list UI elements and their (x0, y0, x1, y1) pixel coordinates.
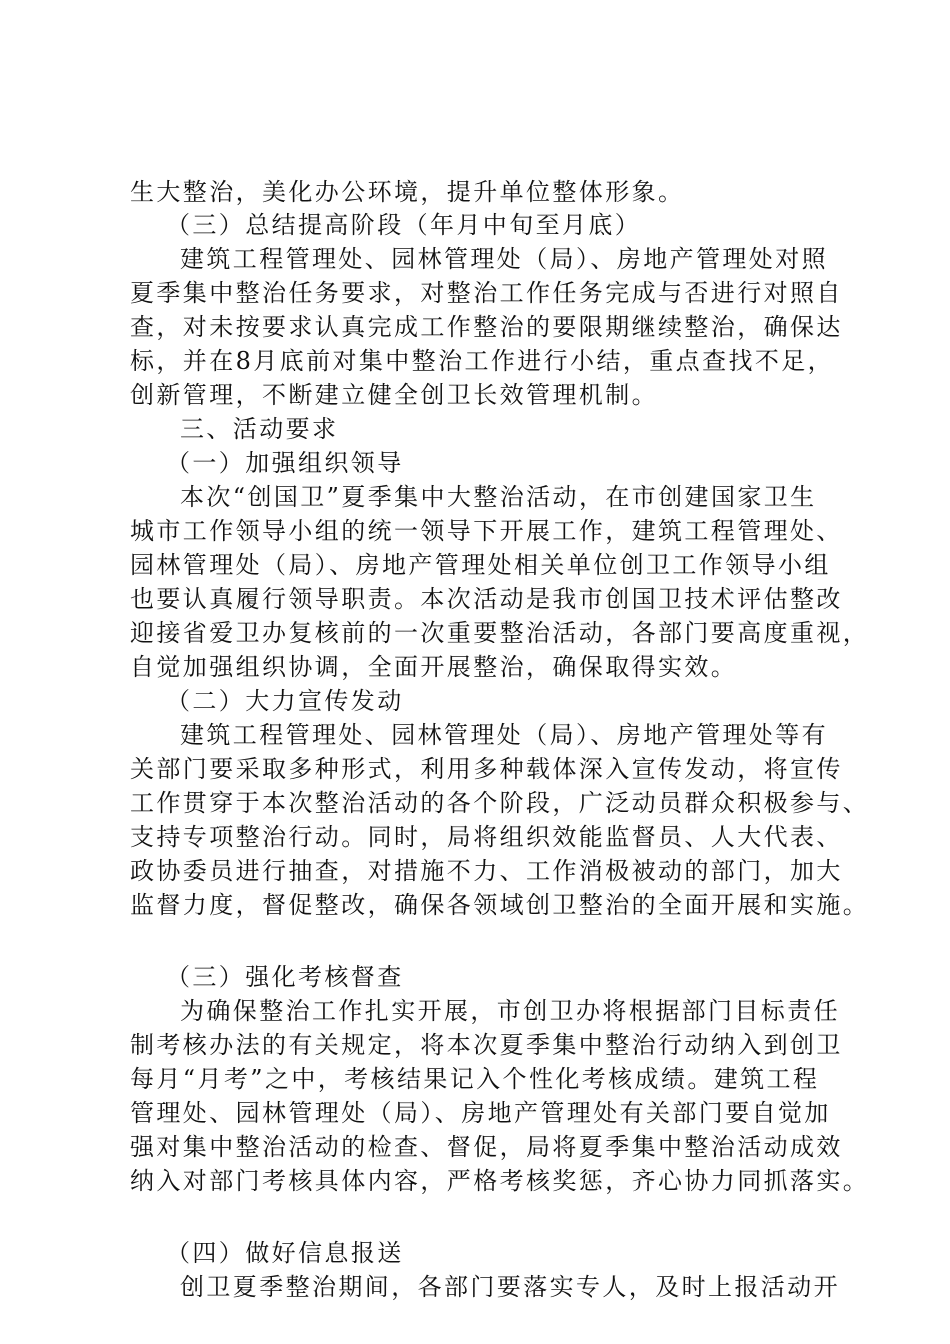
section-heading: （三）强化考核督查 (166, 963, 404, 991)
body-text-line: 关部门要采取多种形式，利用多种载体深入宣传发动，将宣传 (130, 755, 843, 783)
section-heading: （三）总结提高阶段（年月中旬至月底） (166, 211, 642, 239)
paragraph-start: 为确保整治工作扎实开展，市创卫办将根据部门目标责任 (180, 997, 840, 1025)
paragraph-start: 创卫夏季整治期间，各部门要落实专人，及时上报活动开 (180, 1273, 840, 1301)
body-text-line: 管理处、园林管理处（局）、房地产管理处有关部门要自觉加 (130, 1099, 831, 1127)
body-text-line: 标，并在8月底前对集中整治工作进行小结，重点查找不足， (130, 347, 835, 375)
body-text-line: 自觉加强组织协调，全面开展整治，确保取得实效。 (130, 653, 738, 681)
chapter-heading: 三、活动要求 (180, 415, 339, 443)
body-text-line: 城市工作领导小组的统一领导下开展工作，建筑工程管理处、 (130, 517, 843, 545)
section-heading: （四）做好信息报送 (166, 1239, 404, 1267)
body-text-line: 工作贯穿于本次整治活动的各个阶段，广泛动员群众积极参与、 (130, 789, 870, 817)
body-text-line: 迎接省爱卫办复核前的一次重要整治活动，各部门要高度重视， (130, 619, 870, 647)
body-text-line: 园林管理处（局）、房地产管理处相关单位创卫工作领导小组 (130, 551, 831, 579)
body-text-line: 制考核办法的有关规定，将本次夏季集中整治行动纳入到创卫 (130, 1031, 843, 1059)
body-text-line: 查，对未按要求认真完成工作整治的要限期继续整治，确保达 (130, 313, 843, 341)
body-text-line: 政协委员进行抽查，对措施不力、工作消极被动的部门，加大 (130, 857, 843, 885)
body-text-line: 夏季集中整治任务要求，对整治工作任务完成与否进行对照自 (130, 279, 843, 307)
body-text-line: 每月“月考”之中，考核结果记入个性化考核成绩。建筑工程 (130, 1065, 820, 1093)
section-heading: （一）加强组织领导 (166, 449, 404, 477)
paragraph-start: 本次“创国卫”夏季集中大整治活动，在市创建国家卫生 (180, 483, 817, 511)
body-text-line: 也要认真履行领导职责。本次活动是我市创国卫技术评估整改 (130, 585, 843, 613)
section-heading: （二）大力宣传发动 (166, 687, 404, 715)
paragraph-start: 建筑工程管理处、园林管理处（局）、房地产管理处对照 (180, 245, 828, 273)
body-text-line: 纳入对部门考核具体内容，严格考核奖惩，齐心协力同抓落实。 (130, 1167, 870, 1195)
body-text-line: 创新管理，不断建立健全创卫长效管理机制。 (130, 381, 658, 409)
body-text-line: 生大整治，美化办公环境，提升单位整体形象。 (130, 178, 685, 206)
body-text-line: 强对集中整治活动的检查、督促，局将夏季集中整治活动成效 (130, 1133, 843, 1161)
paragraph-start: 建筑工程管理处、园林管理处（局）、房地产管理处等有 (180, 721, 828, 749)
body-text-line: 支持专项整治行动。同时，局将组织效能监督员、人大代表、 (130, 823, 843, 851)
body-text-line: 监督力度，督促整改，确保各领域创卫整治的全面开展和实施。 (130, 891, 870, 919)
